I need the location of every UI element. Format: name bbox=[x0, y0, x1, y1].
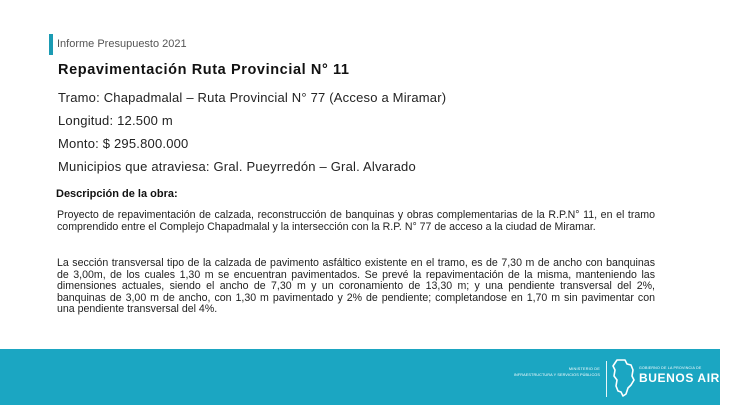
tramo-text: Tramo: Chapadmalal – Ruta Provincial N° 77 (Acceso a Miramar) bbox=[58, 90, 447, 105]
government-line-2: BUENOS AIRES bbox=[639, 371, 737, 385]
monto-text: Monto: $ 295.800.000 bbox=[58, 136, 189, 151]
municipios-text: Municipios que atraviesa: Gral. Pueyrredón – Gral. Alvarado bbox=[58, 159, 416, 174]
description-heading: Descripción de la obra: bbox=[56, 188, 178, 200]
accent-bar bbox=[49, 34, 53, 55]
description-paragraph-2: La sección transversal tipo de la calzada de pavimento asfáltico existente en el tramo, es de 7,30 m de ancho con banquinas de 3,00m, de los cuales 1,30 m se encuentran pavimentados. Se prevé la repavimentación de la misma, manteniendo las dimensiones actuales, siendo el ancho de 7,30 m y un coronamiento de 13,30 m; y una pendiente transversal del 2%, banquinas de 3,00 m de ancho, con 1,30 m pavimentado y 2% de pendiente; completandose en 1,70 m sin pavimentar con una pendiente transversal del 4%. bbox=[57, 257, 655, 315]
ministry-line-1: MINISTERIO DE bbox=[568, 367, 600, 371]
page-title: Repavimentación Ruta Provincial N° 11 bbox=[58, 62, 350, 78]
longitud-text: Longitud: 12.500 m bbox=[58, 113, 173, 128]
ministry-line-2: INFRAESTRUCTURA Y SERVICIOS PÚBLICOS bbox=[513, 373, 600, 377]
description-paragraph-1: Proyecto de repavimentación de calzada, reconstrucción de banquinas y obras complementarias de la R.P.N° 11, en el tramo comprendido entre el Complejo Chapadmalal y la intersección con la R.P. N° 77 de acceso a la ciudad de Miramar. bbox=[57, 209, 655, 233]
ministry-logo-text bbox=[497, 367, 600, 378]
government-line-1: GOBIERNO DE LA PROVINCIA DE bbox=[639, 366, 702, 370]
government-logo-text bbox=[639, 366, 737, 385]
header-label: Informe Presupuesto 2021 bbox=[57, 38, 187, 50]
province-map-icon bbox=[611, 358, 635, 398]
footer-divider bbox=[606, 361, 607, 397]
